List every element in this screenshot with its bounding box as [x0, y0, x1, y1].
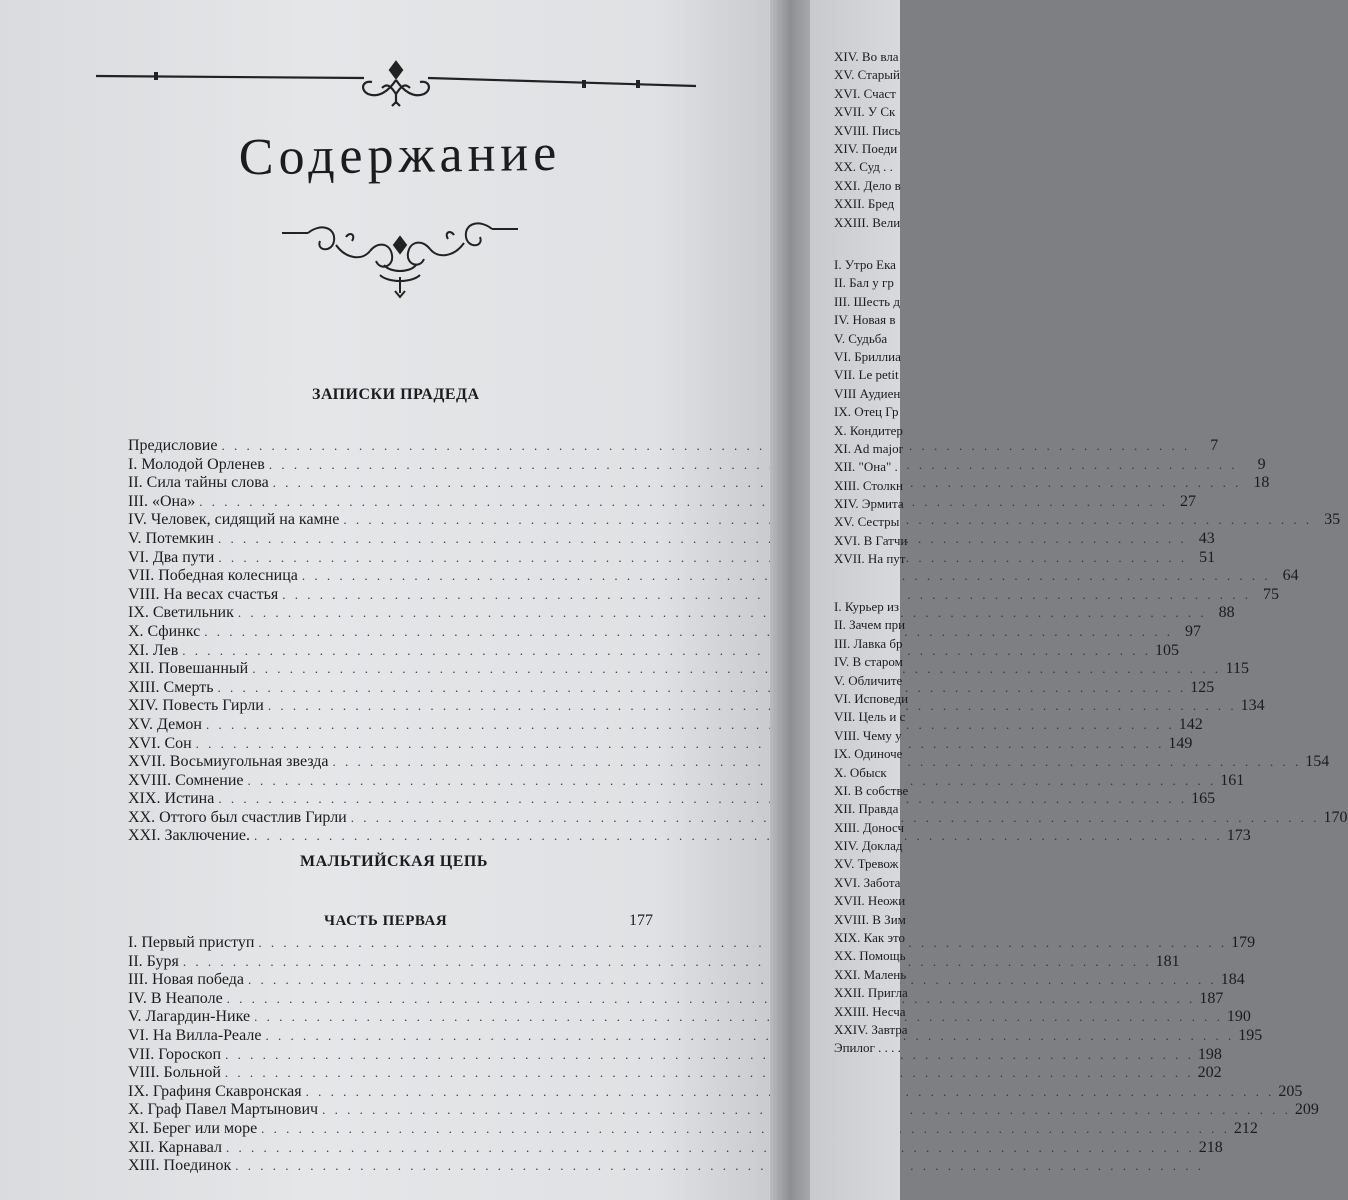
toc-entry-title: XX. Оттого был счастлив Гирли [128, 808, 347, 826]
toc-entry [128, 1064, 1222, 1083]
toc-entry-title: V. Лагардин-Нике [128, 1008, 251, 1026]
toc-dot-leader [226, 1139, 1195, 1157]
toc-entry [128, 585, 1279, 605]
toc-page-number: 88 [1218, 604, 1235, 622]
toc-entry-title: XXI. Заключение. [128, 827, 251, 845]
toc-entry-title: V. Потемкин [128, 529, 214, 547]
page-title: Содержание [238, 124, 562, 187]
toc-page-number: 64 [1282, 567, 1299, 585]
right-page-entry: III. Шесть д [834, 293, 900, 309]
toc-page-number: 75 [1262, 585, 1279, 603]
right-page-entry: XV. Старый [834, 67, 900, 83]
right-page-entry: XIX. Как это [834, 930, 906, 946]
toc-entry-title: X. Сфинкс [128, 622, 201, 640]
toc-dot-leader [254, 1008, 1223, 1026]
right-page-entry: IV. В старом [834, 654, 903, 670]
toc-page-number: 184 [1220, 971, 1245, 989]
toc-dot-leader [182, 642, 1151, 660]
toc-page-number: 125 [1190, 678, 1215, 696]
right-page-entry: VI. Исповеди [834, 690, 909, 706]
toc-dot-leader [218, 790, 1187, 808]
toc-dot-leader [235, 1157, 1204, 1175]
toc-page-number: 218 [1198, 1138, 1223, 1156]
toc-page-number: 209 [1294, 1101, 1319, 1119]
right-page-entry: XVIII. Пись [834, 122, 901, 138]
toc-page-number: 142 [1178, 715, 1203, 733]
right-page-entry: XXIII. Несча [834, 1003, 906, 1019]
toc-entry [128, 1082, 1303, 1102]
right-page-entry: XV. Сестры [834, 514, 900, 530]
toc-page-number: 43 [1198, 529, 1215, 547]
toc-entry-title: XIV. Повесть Гирли [128, 697, 264, 715]
toc-entry-title: I. Первый приступ [128, 934, 255, 951]
toc-entry [128, 1101, 1319, 1120]
toc-page-number: 181 [1155, 952, 1180, 970]
right-page-entry: XXI. Дело в [834, 177, 901, 193]
toc-entry-title: IX. Светильник [128, 604, 234, 622]
part-heading: ЧАСТЬ ПЕРВАЯ [324, 913, 448, 929]
toc-dot-leader [273, 474, 1242, 492]
right-page-entry: III. Лавка бр [834, 635, 903, 651]
toc-entry-title: III. «Она» [128, 492, 196, 510]
right-page-entry: XI. Ad major [834, 440, 903, 456]
toc-page-number: 7 [1210, 437, 1219, 454]
toc-entry-title: XI. Лев [128, 641, 179, 659]
toc-dot-leader [206, 716, 1175, 734]
right-page-entry: VIII. Чему у [834, 727, 902, 743]
right-page-entry: XIV. Во вла [834, 49, 899, 64]
toc-dot-leader [221, 437, 1190, 455]
toc-page-number: 105 [1155, 641, 1180, 659]
toc-entry-title: VII. Победная колесница [128, 567, 298, 585]
toc-dot-leader [183, 953, 1152, 971]
toc-entry-title: III. Новая победа [128, 971, 244, 989]
toc-dot-leader [196, 735, 1165, 753]
right-page-entry: II. Бал у гр [834, 275, 894, 291]
toc-entry-title: XVI. Сон [128, 734, 192, 752]
right-page-entry: V. Судьба [834, 330, 888, 346]
toc-page-number: 115 [1225, 660, 1249, 678]
toc-page-number: 205 [1278, 1082, 1303, 1100]
right-page-entry: XVI. В Гатчи [834, 532, 908, 548]
toc-dot-leader [258, 934, 1227, 952]
toc-page-number: 179 [1231, 934, 1256, 951]
toc-dot-leader [254, 827, 1223, 845]
right-page-entry: VIII Аудиен [834, 385, 901, 401]
right-page-entry: XIV. Эрмита [834, 496, 904, 512]
right-page-entry: XXI. Малень [834, 966, 907, 982]
toc-page-number: 173 [1226, 827, 1251, 845]
right-page-entry: XIII. Столкн [834, 477, 903, 493]
toc-entry-title: VIII. Больной [128, 1064, 221, 1082]
toc-page-number: 35 [1324, 511, 1341, 529]
toc-entry-title: IV. В Неаполе [128, 989, 223, 1007]
toc-entry [128, 1157, 653, 1176]
right-page-list-2 [834, 256, 907, 569]
toc-entry [128, 1138, 1223, 1158]
right-page-entry: XIV. Доклад [834, 838, 903, 854]
toc-entry-title: XVII. Восьмиугольная звезда [128, 753, 329, 771]
toc-dot-leader [204, 623, 1173, 641]
right-page-entry: XIII. Доносч [834, 819, 905, 835]
toc-page-number: 51 [1199, 548, 1216, 566]
toc-page-number: 170 [1323, 808, 1348, 826]
right-page-list-3 [834, 598, 908, 1058]
toc-dot-leader [248, 971, 1217, 989]
toc-entry [128, 567, 1299, 586]
toc-entry-title: XII. Повешанный [128, 660, 249, 678]
right-page-entry: VII. Цель и с [834, 709, 906, 725]
toc-dot-leader [238, 604, 1207, 622]
right-page-entry: XXIV. Завтра [834, 1021, 908, 1037]
right-page-entry: XI. В собстве [834, 782, 909, 798]
toc-page-number: 195 [1238, 1026, 1263, 1044]
part-page-number: 177 [629, 912, 653, 929]
toc-entry-title: XII. Карнавал [128, 1138, 223, 1156]
right-page-entry: XVI. Счаст [834, 85, 896, 101]
right-page-entry: XVIII. В Зим [834, 911, 906, 927]
toc-page-number: 134 [1240, 697, 1265, 715]
toc-entry-title: VI. На Вилла-Реале [128, 1026, 262, 1044]
toc-page-number: 187 [1199, 989, 1224, 1007]
toc-page-number: 97 [1184, 622, 1201, 640]
toc-dot-leader [268, 697, 1237, 715]
book-gutter [770, 0, 810, 1200]
right-page-entry: XX. Суд . . [834, 159, 893, 175]
toc-dot-leader [261, 1120, 1230, 1138]
right-page-list-1 [834, 48, 901, 232]
top-ornament-divider [96, 58, 696, 118]
right-page-entry: XXII. Пригла [834, 985, 908, 1001]
right-page-entry: IX. Одиноче [834, 746, 903, 762]
right-page-entry: XIV. Поеди [834, 140, 898, 156]
right-page-entry: XVII. Неожи [834, 893, 906, 909]
section-heading-zapiski: ЗАПИСКИ ПРАДЕДА [312, 386, 480, 403]
toc-dot-leader [218, 549, 1187, 567]
toc-entry-title: Предисловие [128, 437, 218, 454]
toc-entry-title: XIII. Поединок [128, 1157, 232, 1175]
right-page-entry: XVII. У Ск [834, 104, 896, 120]
right-page-entry: I. Утро Ека [834, 257, 896, 272]
toc-dot-leader [199, 493, 1168, 511]
right-page-entry: I. Курьер из [834, 599, 900, 614]
toc-page-number: 165 [1191, 790, 1216, 808]
right-page-entry: X. Кондитер [834, 422, 903, 438]
toc-dot-leader [269, 456, 1238, 474]
right-page-entry: XII. "Она" . [834, 459, 898, 475]
toc-entry-title: IV. Человек, сидящий на камне [128, 511, 340, 529]
right-page-entry: XXII. Бред [834, 196, 895, 212]
toc-dot-leader [282, 586, 1251, 604]
right-page-entry: IV. Новая в [834, 312, 896, 328]
toc-page-number: 18 [1253, 474, 1270, 492]
toc-dot-leader [218, 530, 1187, 548]
toc-dot-leader [265, 1027, 1234, 1045]
toc-dot-leader [225, 1064, 1194, 1082]
toc-entry-title: IX. Графиня Скавронская [128, 1082, 302, 1100]
toc-page-number: 27 [1179, 492, 1196, 510]
toc-entry-title: XIX. Истина [128, 790, 215, 808]
right-page-entry: XVI. Забота [834, 874, 901, 890]
right-page-entry: II. Зачем при [834, 617, 906, 633]
toc-entry-title: X. Граф Павел Мартынович [128, 1101, 319, 1119]
toc-page-number: 161 [1220, 771, 1245, 789]
right-page-entry: XV. Тревож [834, 856, 899, 872]
right-page-entry: XXIII. Вели [834, 214, 901, 230]
toc-page-number: 198 [1197, 1045, 1222, 1063]
toc-page-number: 202 [1197, 1064, 1222, 1082]
right-page-entry: XII. Правда [834, 801, 899, 817]
toc-entry-title: VIII. На весах счастья [128, 585, 279, 603]
toc-entry-title: I. Молодой Орленев [128, 455, 265, 473]
toc-page-number: 154 [1305, 753, 1330, 771]
right-page-entry: XVII. На пут [834, 551, 906, 567]
toc-dot-leader [247, 772, 1216, 790]
right-page-entry: VII. Le petit [834, 367, 899, 383]
section-heading-maltiyskaya: МАЛЬТИЙСКАЯ ЦЕПЬ [300, 853, 488, 870]
right-page-entry: XX. Помощь [834, 948, 906, 964]
toc-dot-leader [225, 1046, 1194, 1064]
toc-entry-title: XVIII. Сомнение [128, 771, 244, 789]
toc-entry-title: XV. Демон [128, 715, 202, 733]
right-page-entry: IX. Отец Гр [834, 404, 899, 420]
part-heading-row [128, 912, 653, 932]
toc-entry-title: II. Сила тайны слова [128, 474, 269, 492]
toc-page-number: 190 [1226, 1008, 1251, 1026]
title-flourish-ornament [280, 215, 520, 305]
right-page-entry: VI. Бриллиа [834, 348, 901, 364]
toc-entry-title: VII. Гороскоп [128, 1045, 222, 1063]
toc-dot-leader [227, 990, 1196, 1008]
toc-entry-title: XIII. Смерть [128, 678, 214, 696]
toc-entry-title: VI. Два пути [128, 548, 215, 566]
toc-entry-title: XI. Берег или море [128, 1119, 258, 1137]
toc-page-number: 9 [1257, 455, 1266, 473]
right-page-entry: X. Обыск [834, 764, 887, 780]
right-page-entry: Эпилог . . . . [834, 1040, 901, 1056]
toc-dot-leader [252, 660, 1221, 678]
toc-page-number: 149 [1168, 734, 1193, 752]
toc-page-number: 212 [1233, 1119, 1258, 1137]
toc-dot-leader [218, 679, 1187, 697]
toc-entry-title: II. Буря [128, 952, 179, 970]
right-page-entry: V. Обличите [834, 672, 903, 688]
toc-entry [128, 1119, 1258, 1139]
